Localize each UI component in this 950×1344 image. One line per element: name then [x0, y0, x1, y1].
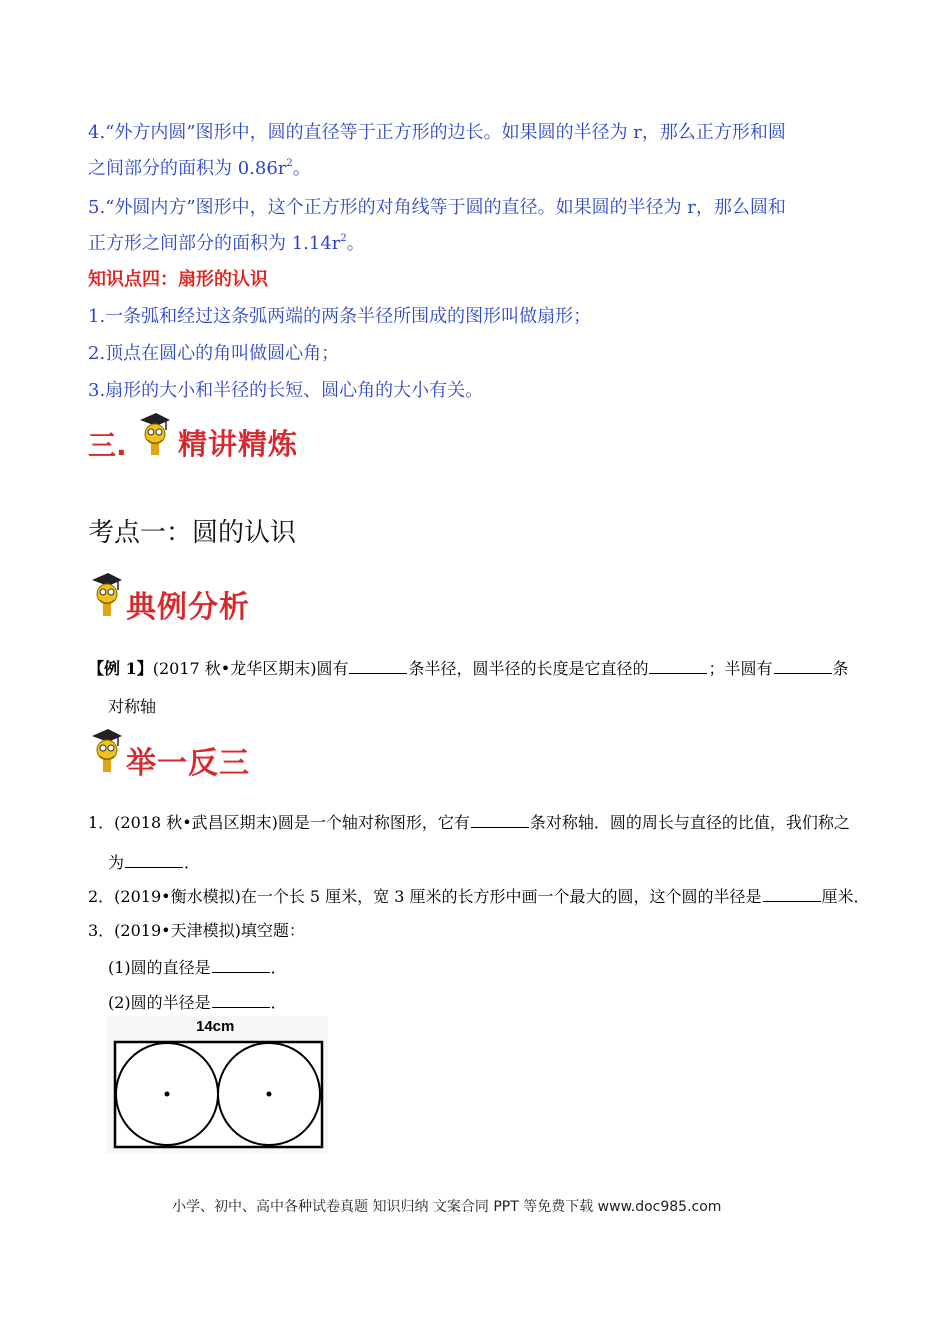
knowledge4-item-1: 1.一条弧和经过这条弧两端的两条半径所围成的图形叫做扇形； — [88, 306, 592, 327]
figure-label: 14cm — [196, 1018, 235, 1035]
item4-superscript: 2 — [286, 158, 293, 169]
example1-label: 【例 1】 — [88, 659, 153, 678]
example1-line1 — [88, 656, 849, 679]
footer-text: 小学、初中、高中各种试卷真题 知识归纳 文案合同 PPT 等免费下载 www.doc985.com — [172, 1199, 722, 1215]
mascot-icon — [88, 570, 124, 620]
practice-q1-text-mid: 条对称轴．圆的周长与直径的比值，我们称之 — [529, 813, 850, 832]
example1-line2: 对称轴 — [108, 697, 157, 716]
knowledge4-item-2: 2.顶点在圆心的角叫做圆心角； — [88, 343, 340, 364]
item5-line2-text: 正方形之间部分的面积为 1.14r — [88, 233, 341, 254]
example1-text-c: ；半圆有 — [708, 659, 773, 678]
practice-q3: 3．(2019•天津模拟)填空题： — [88, 921, 305, 940]
mascot-icon — [136, 410, 172, 458]
banner-section3 — [88, 408, 318, 464]
practice-q2 — [88, 884, 870, 907]
practice-q3-sub1-text: (1)圆的直径是 — [108, 958, 211, 977]
item5-line1: 5.“外圆内方”图形中，这个正方形的对角线等于圆的直径。如果圆的半径为 r，那么圆和 — [88, 197, 786, 218]
answer-blank[interactable] — [649, 672, 707, 674]
practice-q3-sub2-text: (2)圆的半径是 — [108, 993, 211, 1012]
answer-blank[interactable] — [212, 1006, 270, 1008]
practice-q1-line2 — [108, 850, 200, 873]
answer-blank[interactable] — [125, 866, 183, 868]
banner-examples — [88, 568, 288, 624]
answer-blank[interactable] — [212, 971, 270, 973]
item5-superscript: 2 — [340, 233, 347, 244]
answer-blank[interactable] — [471, 826, 529, 828]
item4-line2-end: 。 — [292, 158, 311, 179]
banner-section3-text: 精讲精炼 — [178, 427, 299, 461]
practice-q1-text: 1．(2018 秋•武昌区期末)圆是一个轴对称图形，它有 — [88, 813, 470, 832]
practice-q1-line2-end: ． — [184, 853, 201, 872]
banner-practice-text: 举一反三 — [126, 746, 250, 781]
item5-line2-end: 。 — [346, 233, 365, 254]
answer-blank[interactable] — [349, 672, 407, 674]
answer-blank[interactable] — [774, 672, 832, 674]
banner-section3-number: 三. — [88, 429, 127, 462]
answer-blank[interactable] — [763, 900, 821, 902]
example1-text-d: 条 — [832, 659, 849, 678]
item4-line1: 4.“外方内圆”图形中，圆的直径等于正方形的边长。如果圆的半径为 r，那么正方形和圆 — [88, 122, 786, 143]
item4-line2 — [88, 154, 311, 180]
item4-line2-text: 之间部分的面积为 0.86r — [88, 158, 287, 179]
example1-text-a: 圆有 — [316, 659, 349, 678]
practice-q2-text: 2．(2019•衡水模拟)在一个长 5 厘米，宽 3 厘米的长方形中画一个最大的圆，这个圆的半径是 — [88, 887, 762, 906]
banner-practice — [88, 724, 288, 780]
banner-examples-text: 典例分析 — [126, 590, 250, 625]
practice-q1-line2-text: 为 — [108, 853, 125, 872]
knowledge4-title: 知识点四：扇形的认识 — [88, 269, 268, 290]
item5-line2 — [88, 229, 365, 255]
circles-figure — [106, 1016, 328, 1154]
knowledge4-item-3: 3.扇形的大小和半径的长短、圆心角的大小有关。 — [88, 380, 484, 401]
practice-q3-sub2-end: ． — [270, 993, 287, 1012]
circles-diagram — [106, 1016, 328, 1154]
practice-q3-sub1 — [108, 955, 287, 978]
practice-q3-sub2 — [108, 990, 287, 1013]
practice-q2-end: 厘米． — [821, 887, 870, 906]
practice-q3-sub1-end: ． — [270, 958, 287, 977]
mascot-icon — [88, 726, 124, 776]
practice-q1-line1 — [88, 810, 850, 833]
example1-text-b: 条半径，圆半径的长度是它直径的 — [408, 659, 649, 678]
exam-point-title: 考点一：圆的认识 — [88, 518, 297, 548]
example1-source: (2017 秋•龙华区期末) — [152, 659, 317, 678]
